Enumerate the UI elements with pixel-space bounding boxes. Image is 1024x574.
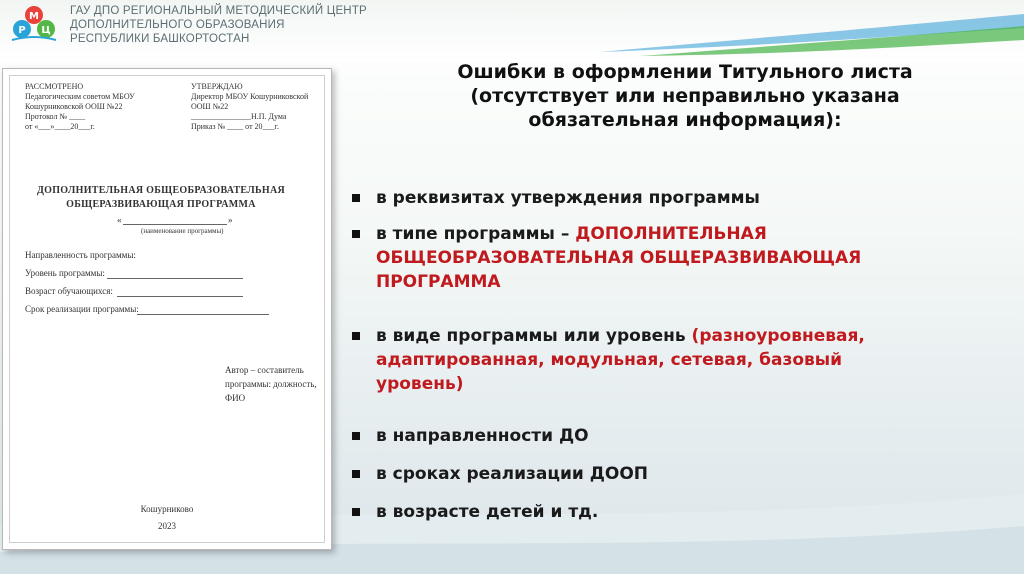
bullet-square-icon bbox=[352, 470, 360, 478]
doc-name-line bbox=[123, 224, 227, 225]
doc-left-block-line-1: РАССМОТРЕНО bbox=[25, 82, 84, 91]
doc-author-line-1: Автор – составитель bbox=[225, 365, 304, 375]
doc-right-block-line-5: Приказ № ____ от 20___г. bbox=[191, 122, 279, 131]
doc-left-block-line-4: Протокол № ____ bbox=[25, 112, 86, 121]
doc-right-block-line-1: УТВЕРЖДАЮ bbox=[191, 82, 243, 91]
doc-year: 2023 bbox=[158, 521, 176, 531]
doc-right-block-line-3: ООШ №22 bbox=[191, 102, 229, 111]
doc-field-age: Возраст обучающихся: bbox=[25, 286, 113, 296]
doc-author-line-3: ФИО bbox=[225, 393, 246, 403]
doc-place: Кошурниково bbox=[140, 504, 194, 514]
doc-field-level-line bbox=[107, 278, 243, 279]
doc-left-block-line-5: от «___»____20___г. bbox=[25, 122, 95, 131]
doc-author-line-2: программы: должность, bbox=[225, 379, 317, 389]
org-line-1: ГАУ ДПО РЕГИОНАЛЬНЫЙ МЕТОДИЧЕСКИЙ ЦЕНТР bbox=[70, 5, 367, 17]
doc-name-quote-close: » bbox=[228, 215, 233, 225]
org-line-3: РЕСПУБЛИКИ БАШКОРТОСТАН bbox=[70, 33, 250, 45]
doc-field-duration-line bbox=[137, 314, 269, 315]
heading-line-3: обязательная информация): bbox=[528, 109, 842, 131]
bullet-square-icon bbox=[352, 508, 360, 516]
bullet-highlight: ОБЩЕОБРАЗОВАТЕЛЬНАЯ ОБЩЕРАЗВИВАЮЩАЯ bbox=[376, 248, 862, 268]
bullet-square-icon bbox=[352, 332, 360, 340]
doc-right-block-line-2: Директор МБОУ Кошурниковской bbox=[191, 92, 309, 101]
bullet-square-icon bbox=[352, 194, 360, 202]
doc-left-block-line-3: Кошурниковской ООШ №22 bbox=[25, 102, 123, 111]
organization-name bbox=[70, 4, 367, 46]
doc-left-block-line-2: Педагогическим советом МБОУ bbox=[25, 92, 135, 101]
bullet-text: в направленности ДО bbox=[376, 426, 589, 446]
svg-text:Р: Р bbox=[18, 25, 26, 36]
bullet-square-icon bbox=[352, 432, 360, 440]
bullet-text: в возрасте детей и тд. bbox=[376, 502, 599, 522]
doc-title-line-1: ДОПОЛНИТЕЛЬНАЯ ОБЩЕОБРАЗОВАТЕЛЬНАЯ bbox=[36, 185, 286, 196]
doc-name-quote-open: « bbox=[117, 215, 122, 225]
slide-heading bbox=[370, 60, 1000, 132]
svg-text:М: М bbox=[29, 11, 39, 22]
bullet-text: в сроках реализации ДООП bbox=[376, 464, 648, 484]
bullet-highlight: уровень) bbox=[376, 374, 464, 394]
doc-field-duration: Срок реализации программы: bbox=[25, 304, 139, 314]
bullet-text: в виде программы или уровень bbox=[376, 326, 692, 346]
doc-right-block-line-4: _______________Н.П. Дума bbox=[191, 112, 287, 121]
doc-title-line-2: ОБЩЕРАЗВИВАЮЩАЯ ПРОГРАММА bbox=[66, 199, 256, 210]
org-line-2: ДОПОЛНИТЕЛЬНОГО ОБРАЗОВАНИЯ bbox=[70, 19, 285, 31]
svg-text:Ц: Ц bbox=[41, 25, 51, 36]
doc-field-level: Уровень программы: bbox=[25, 268, 105, 278]
heading-line-1: Ошибки в оформлении Титульного листа bbox=[457, 61, 913, 83]
bullet-highlight: ДОПОЛНИТЕЛЬНАЯ bbox=[575, 224, 767, 244]
heading-line-2: (отсутствует или неправильно указана bbox=[470, 85, 900, 107]
bullet-text: в реквизитах утверждения программы bbox=[376, 188, 760, 208]
bullet-text: в типе программы – bbox=[376, 224, 576, 244]
title-page-sample bbox=[2, 68, 332, 550]
doc-field-direction: Направленность программы: bbox=[25, 250, 136, 260]
bullet-highlight: адаптированная, модульная, сетевая, базовый bbox=[376, 350, 843, 370]
doc-field-age-line bbox=[117, 296, 243, 297]
bullet-highlight: (разноуровневая, bbox=[691, 326, 865, 346]
doc-name-caption: (наименование программы) bbox=[141, 227, 224, 235]
rmc-logo bbox=[6, 4, 62, 44]
bullet-square-icon bbox=[352, 230, 360, 238]
bullet-highlight: ПРОГРАММА bbox=[376, 272, 501, 292]
